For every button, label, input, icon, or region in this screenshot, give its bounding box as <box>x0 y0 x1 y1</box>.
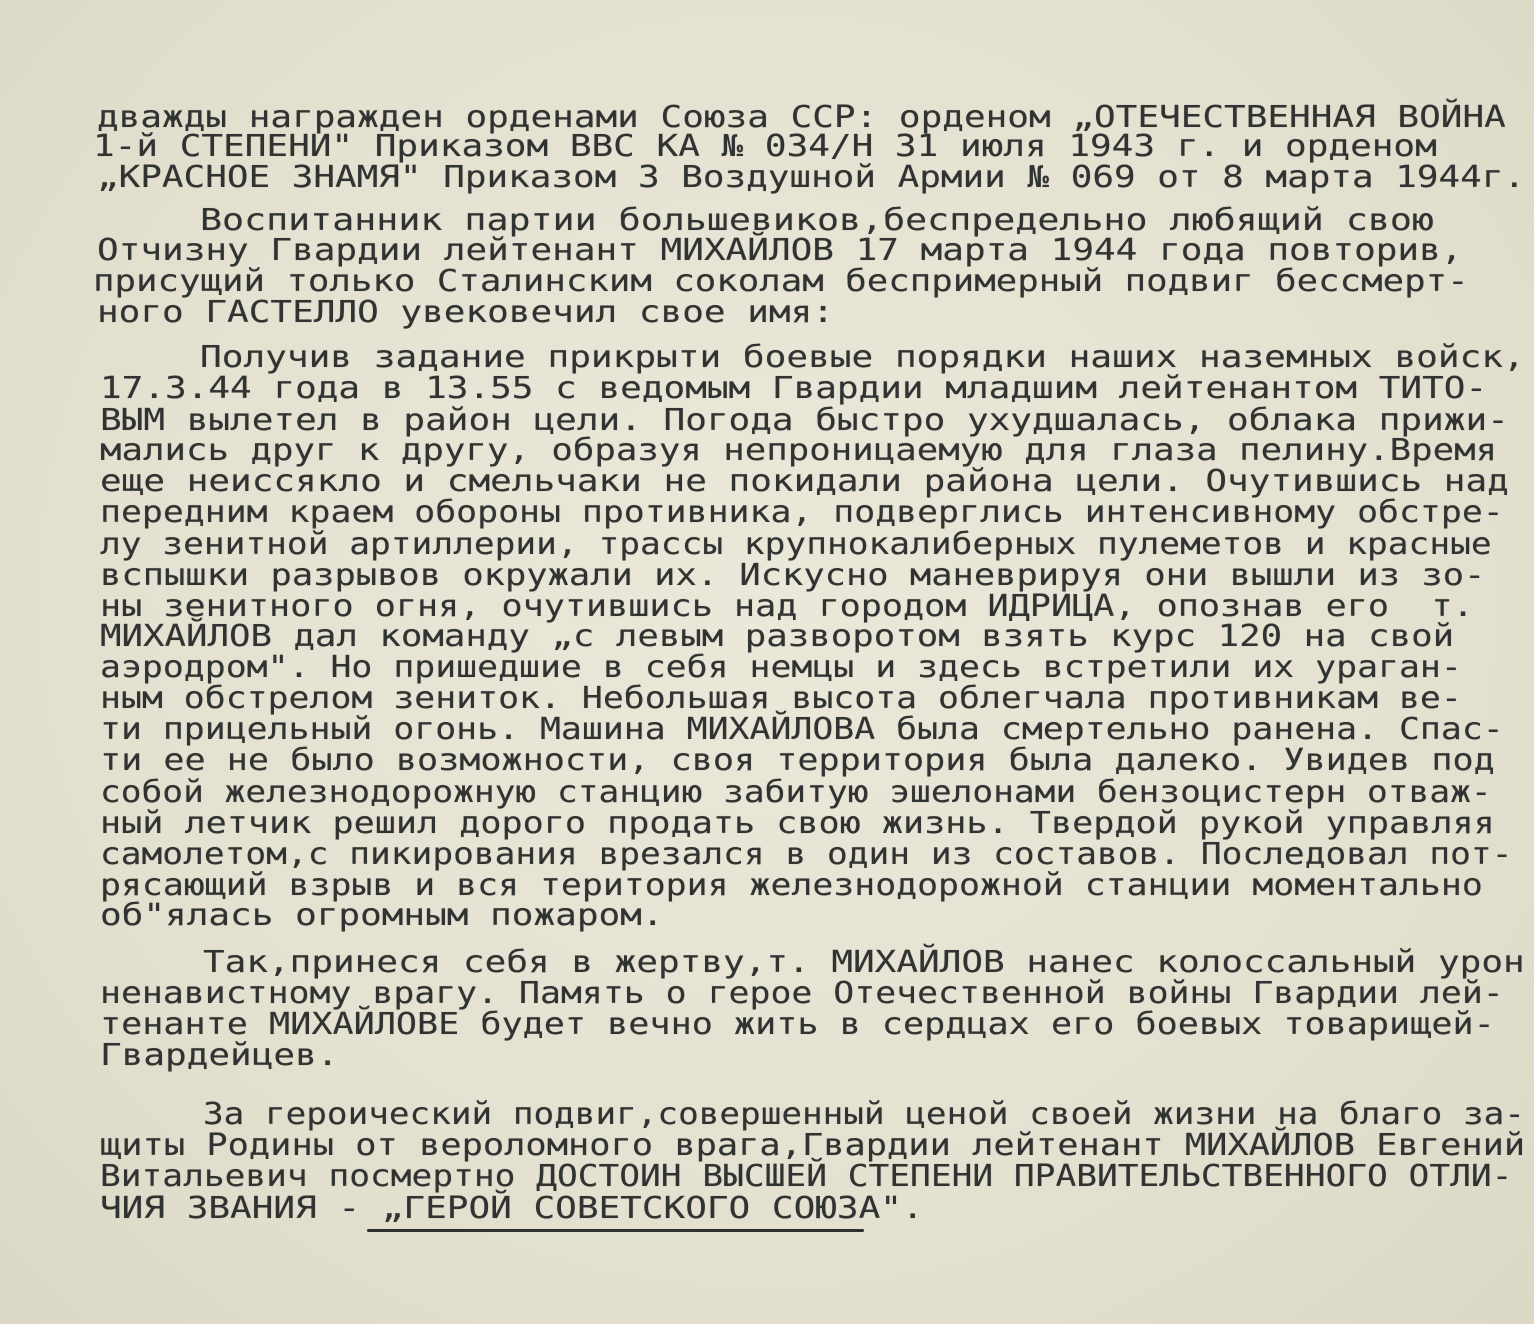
text-line: Получив задание прикрыти боевые порядки наших наземных войск, <box>200 340 1525 375</box>
text-line: 1-й СТЕПЕНИ" Приказом ВВС КА № 034/Н 31 июля 1943 г. и орденом <box>93 129 1437 164</box>
text-line: аэродром". Но пришедшие в себя немцы и здесь встретили их ураган- <box>100 650 1462 685</box>
text-line: об"ялась огромным пожаром. <box>100 898 664 933</box>
text-line: Гвардейцев. <box>100 1038 339 1073</box>
text-line: щиты Родины от вероломного врага,Гвардии лейтенант МИХАЙЛОВ Евгений <box>100 1128 1526 1163</box>
text-line: собой железнодорожную станцию забитую эшелонами бензоцистерн отваж- <box>100 775 1492 810</box>
text-line: лу зенитной артиллерии, трассы крупнокалиберных пулеметов и красные <box>100 527 1492 562</box>
text-line: ЧИЯ ЗВАНИЯ - „ГЕРОЙ СОВЕТСКОГО СОЮЗА". <box>100 1191 924 1226</box>
text-line: вспышки разрывов окружали их. Искусно маневрируя они вышли из зо- <box>100 558 1486 593</box>
text-line: Отчизну Гвардии лейтенант МИХАЙЛОВ 17 марта 1944 года повторив, <box>97 233 1463 268</box>
text-line: рясающий взрыв и вся територия железнодорожной станции моментально <box>100 868 1483 903</box>
title-underline <box>367 1229 864 1232</box>
text-line: 17.3.44 года в 13.55 с ведомым Гвардии младшим лейтенантом ТИТО- <box>100 371 1488 406</box>
text-line: ного ГАСТЕЛЛО увековечил свое имя: <box>97 295 834 330</box>
text-line: присущий только Сталинским соколам беспримерный подвиг бессмерт- <box>93 264 1469 299</box>
text-line: самолетом,с пикирования врезался в один из составов. Последовал пот- <box>100 837 1513 872</box>
text-line: еще неиссякло и смельчаки не покидали района цели. Очутившись над <box>100 464 1509 499</box>
text-line: МИХАЙЛОВ дал команду „с левым разворотом взять курс 120 на свой <box>100 619 1455 654</box>
text-line: Витальевич посмертно ДОСТОИН ВЫСШЕЙ СТЕПЕНИ ПРАВИТЕЛЬСТВЕННОГО ОТЛИ- <box>100 1159 1513 1194</box>
text-line: ненавистному врагу. Память о герое Отечественной войны Гвардии лей- <box>100 976 1504 1011</box>
text-line: ти ее не было возможности, своя территория была далеко. Увидев под <box>100 743 1495 778</box>
text-line: дважды награжден орденами Союза ССР: орденом „ОТЕЧЕСТВЕННАЯ ВОЙНА <box>97 100 1506 135</box>
text-line: „КРАСНОЕ ЗНАМЯ" Приказом 3 Воздушной Армии № 069 от 8 марта 1944г. <box>97 160 1526 195</box>
text-line: передним краем обороны противника, подверглись интенсивному обстре- <box>100 495 1504 530</box>
text-line: мались друг к другу, образуя непроницаемую для глаза пелину.Время <box>100 433 1498 468</box>
text-line: ВЫМ вылетел в район цели. Погода быстро ухудшалась, облака прижи- <box>100 403 1509 438</box>
text-line: За героический подвиг,совершенный ценой своей жизни на благо за- <box>203 1097 1525 1132</box>
text-line: ти прицельный огонь. Машина МИХАЙЛОВА была смертельно ранена. Спас- <box>100 712 1504 747</box>
text-line: ный летчик решил дорого продать свою жизнь. Твердой рукой управляя <box>100 806 1495 841</box>
text-line: тенанте МИХАЙЛОВЕ будет вечно жить в сердцах его боевых товарищей- <box>100 1007 1495 1042</box>
text-line: Воспитанник партии большевиков,беспредельно любящий свою <box>200 203 1434 238</box>
text-line: ны зенитного огня, очутившись над городом ИДРИЦА, опознав его т. <box>100 589 1474 624</box>
text-line: Так,принеся себя в жертву,т. МИХАЙЛОВ нанес колоссальный урон <box>203 945 1525 980</box>
text-line: ным обстрелом зениток. Небольшая высота облегчала противникам ве- <box>100 681 1462 716</box>
